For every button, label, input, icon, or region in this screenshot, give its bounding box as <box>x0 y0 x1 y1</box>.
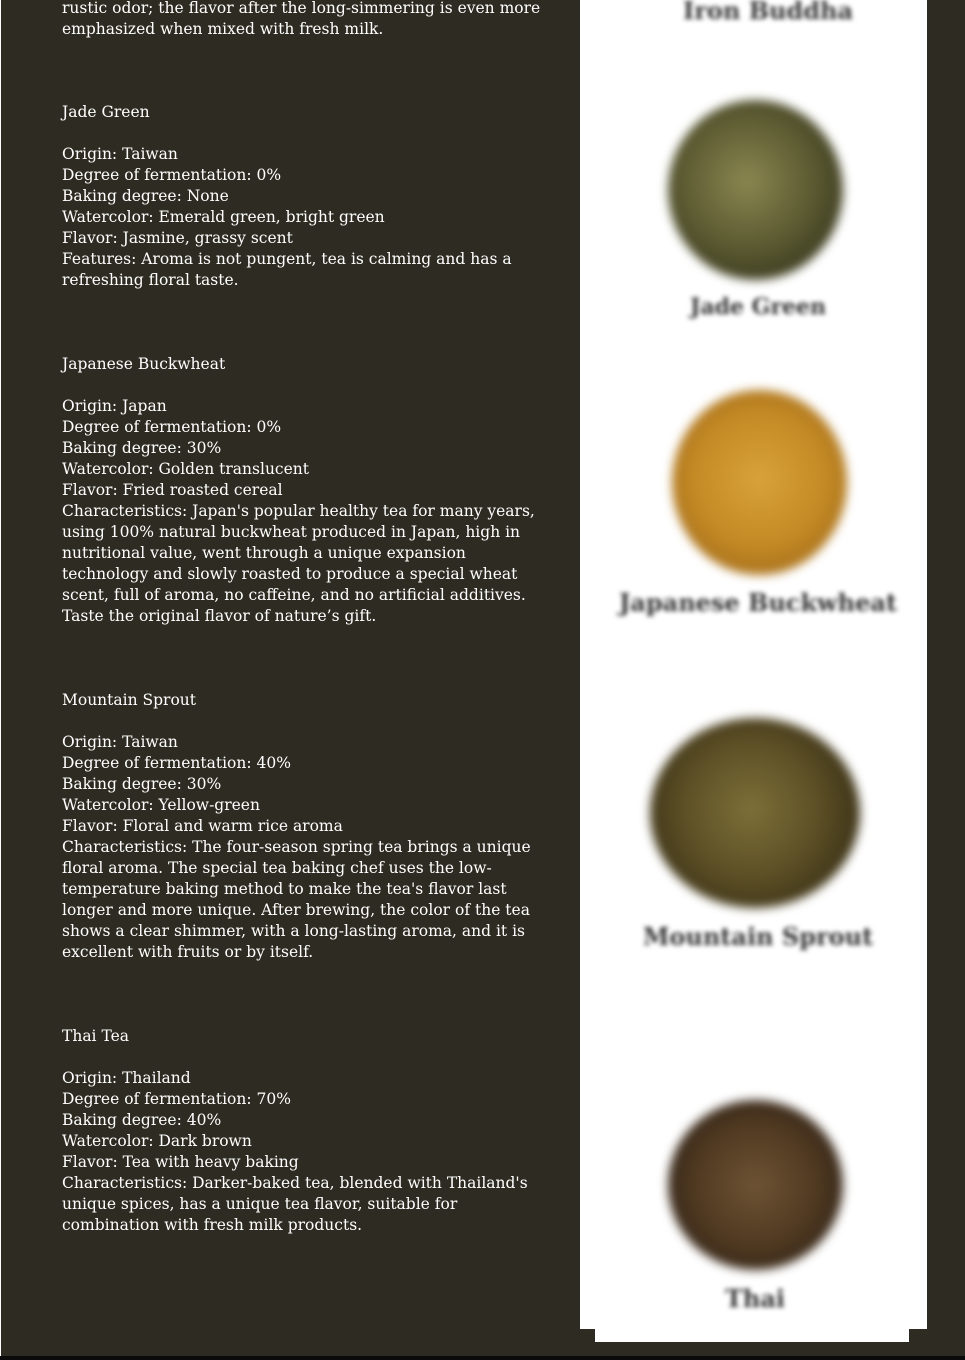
tea-entry-mountain-sprout <box>62 690 542 963</box>
page-left-edge <box>0 0 1 1360</box>
image-label-japanese-buckwheat: Japanese Buckwheat <box>618 588 898 617</box>
tea-entry-thai-tea <box>62 1026 542 1236</box>
tea-baking: Baking degree: 30% <box>62 775 222 793</box>
tea-entry-jade-green <box>62 102 542 291</box>
tea-leaves-image-foot <box>595 1329 909 1342</box>
mountain-sprout-leaves <box>650 718 860 908</box>
tea-characteristics: Characteristics: Japan's popular healthy tea for many years, using 100% natural buckwheat produced in Japan, high in nutritional value, went through a unique expansion technology and slowly roasted to produce a special wheat scent, full of aroma, no caffeine, and no artificial additives. Taste the original flavor of nature’s gift. <box>62 502 535 625</box>
tea-flavor: Flavor: Tea with heavy baking <box>62 1153 299 1171</box>
tea-name: Japanese Buckwheat <box>62 355 226 373</box>
tea-characteristics: Characteristics: Darker-baked tea, blended with Thailand's unique spices, has a unique tea flavor, suitable for combination with fresh milk products. <box>62 1174 528 1234</box>
tea-fermentation: Degree of fermentation: 0% <box>62 418 282 436</box>
thai-tea-leaves <box>668 1100 843 1270</box>
tea-origin: Origin: Thailand <box>62 1069 191 1087</box>
intro-continuation <box>62 0 542 40</box>
page-bottom-edge <box>0 1356 965 1360</box>
tea-watercolor: Watercolor: Yellow-green <box>62 796 260 814</box>
tea-flavor: Flavor: Jasmine, grassy scent <box>62 229 293 247</box>
intro-line: emphasized when mixed with fresh milk. <box>62 20 384 38</box>
tea-name: Jade Green <box>62 103 150 121</box>
tea-fermentation: Degree of fermentation: 40% <box>62 754 291 772</box>
tea-characteristics: Characteristics: The four-season spring tea brings a unique floral aroma. The special tea baking chef uses the low-temperature baking method to make the tea's flavor last longer and more unique. After brewing, the color of the tea shows a clear shimmer, with a long-lasting aroma, and it is excellent with fruits or by itself. <box>62 838 531 961</box>
japanese-buckwheat-grains <box>672 390 847 575</box>
tea-origin: Origin: Japan <box>62 397 167 415</box>
jade-green-leaves <box>668 100 843 280</box>
tea-leaves-image <box>580 0 927 1329</box>
tea-fermentation: Degree of fermentation: 70% <box>62 1090 291 1108</box>
tea-baking: Baking degree: None <box>62 187 229 205</box>
image-label-thai: Thai <box>725 1284 785 1313</box>
image-label-mountain-sprout: Mountain Sprout <box>642 922 874 951</box>
tea-entry-japanese-buckwheat <box>62 354 542 627</box>
tea-flavor: Flavor: Fried roasted cereal <box>62 481 283 499</box>
tea-baking: Baking degree: 40% <box>62 1111 222 1129</box>
tea-name: Thai Tea <box>62 1027 129 1045</box>
tea-origin: Origin: Taiwan <box>62 145 178 163</box>
tea-name: Mountain Sprout <box>62 691 196 709</box>
tea-flavor: Flavor: Floral and warm rice aroma <box>62 817 343 835</box>
tea-watercolor: Watercolor: Dark brown <box>62 1132 252 1150</box>
tea-baking: Baking degree: 30% <box>62 439 222 457</box>
image-label-jade-green: Jade Green <box>689 294 827 320</box>
image-label-iron-buddha: Iron Buddha <box>683 0 853 25</box>
tea-watercolor: Watercolor: Golden translucent <box>62 460 309 478</box>
tea-fermentation: Degree of fermentation: 0% <box>62 166 282 184</box>
tea-origin: Origin: Taiwan <box>62 733 178 751</box>
tea-features: Features: Aroma is not pungent, tea is calming and has a refreshing floral taste. <box>62 250 512 289</box>
intro-line: rustic odor; the flavor after the long-simmering is even more <box>62 0 541 17</box>
tea-watercolor: Watercolor: Emerald green, bright green <box>62 208 385 226</box>
